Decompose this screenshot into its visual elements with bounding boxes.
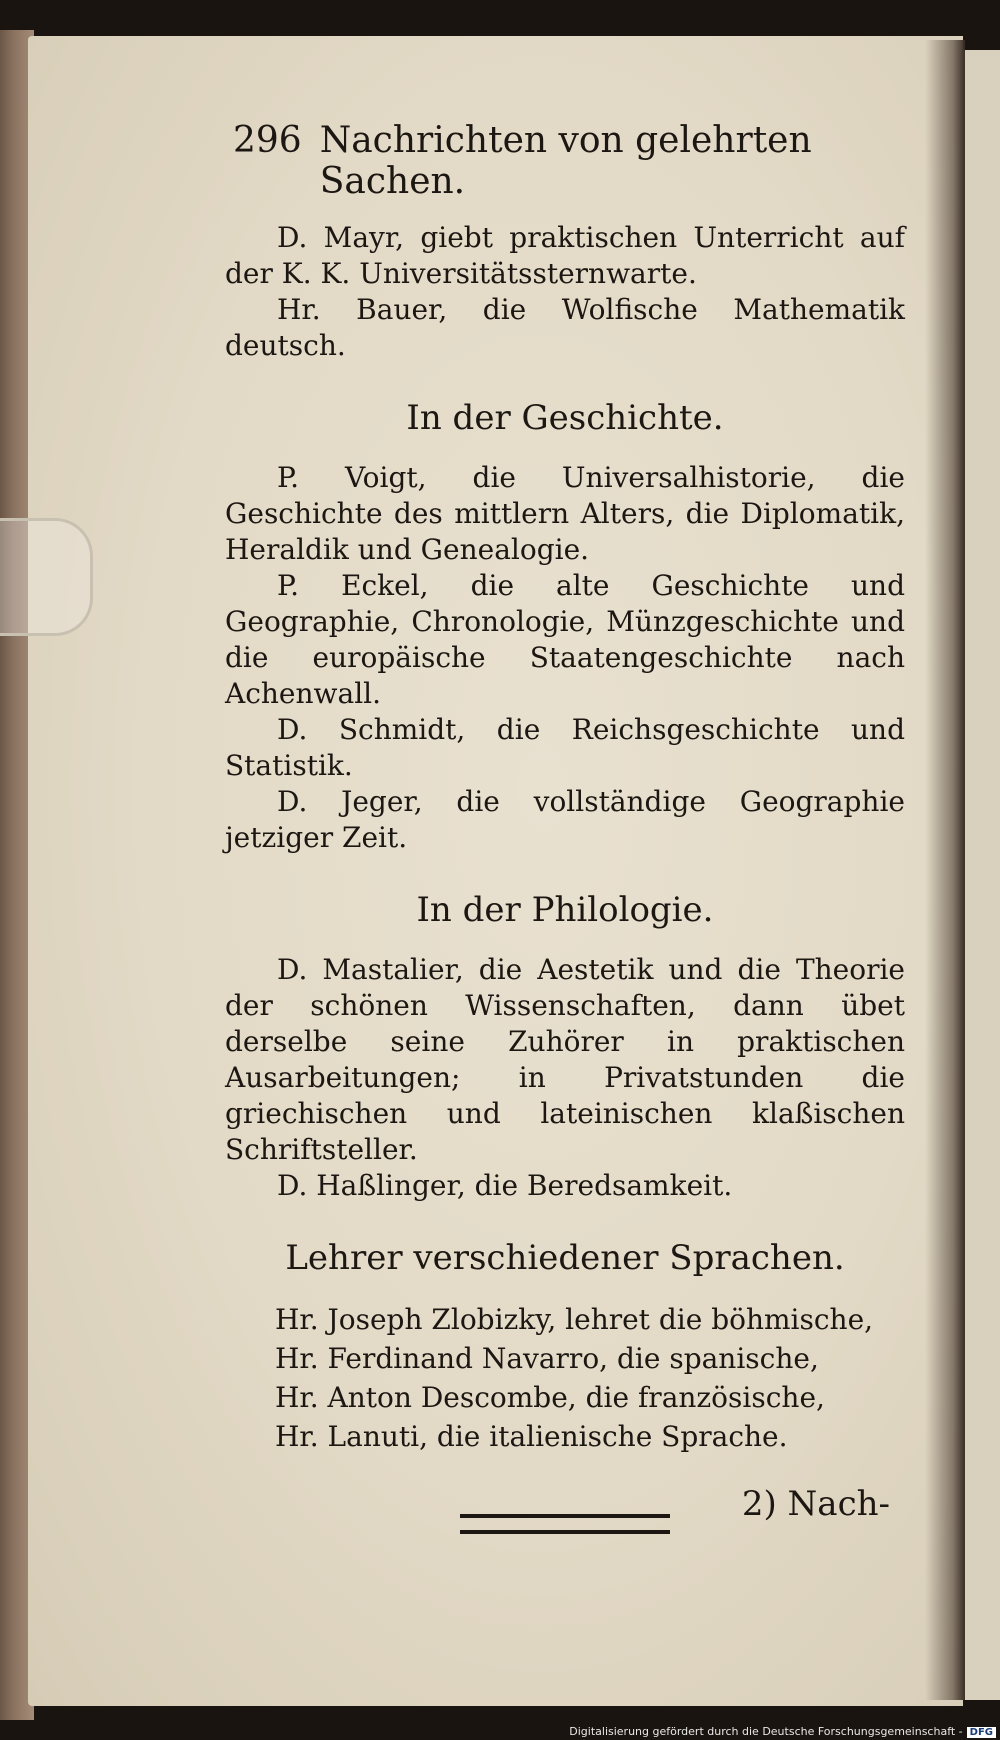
- footer-text: Digitalisierung gefördert durch die Deutsche Forschungsgemeinschaft -: [569, 1725, 963, 1738]
- page-text: [225, 120, 905, 1534]
- paragraph: P. Eckel, die alte Geschichte und Geographie, Chronologie, Münzgeschichte und die europäische Staatengeschichte nach Achenwall.: [225, 569, 905, 710]
- dfg-logo: DFG: [967, 1727, 996, 1738]
- list-item: Hr. Ferdinand Navarro, die spanische,: [275, 1342, 819, 1375]
- language-teacher-list: [275, 1300, 905, 1456]
- catchword: 2) Nach-: [741, 1484, 890, 1524]
- facing-page-edge: [960, 50, 1000, 1700]
- list-item: Hr. Lanuti, die italienische Sprache.: [275, 1420, 788, 1453]
- ornamental-rule: [460, 1514, 670, 1534]
- paragraph: D. Schmidt, die Reichsgeschichte und Statistik.: [225, 713, 905, 782]
- paragraph: D. Haßlinger, die Beredsamkeit.: [277, 1169, 733, 1202]
- paragraph: D. Mastalier, die Aestetik und die Theorie der schönen Wissenschaften, dann übet derselbe seine Zuhörer in praktischen Ausarbeitungen; in Privatstunden die griechischen und lateinischen klaßischen Schriftsteller.: [225, 953, 905, 1166]
- paragraph: D. Mayr, giebt praktischen Unterricht auf der K. K. Universitätssternwarte.: [225, 221, 905, 290]
- page-gutter: [925, 40, 965, 1700]
- paragraph: Hr. Bauer, die Wolfische Mathematik deutsch.: [225, 293, 905, 362]
- page-number: 296: [233, 120, 302, 161]
- section-heading: Lehrer verschiedener Sprachen.: [285, 1238, 845, 1278]
- digitization-footer: [0, 1725, 996, 1738]
- running-head: [233, 120, 905, 202]
- bookmark-clip: [0, 518, 93, 636]
- running-title: Nachrichten von gelehrten Sachen.: [319, 120, 812, 202]
- paragraph: P. Voigt, die Universalhistorie, die Geschichte des mittlern Alters, die Diplomatik, Heraldik und Genealogie.: [225, 461, 905, 566]
- list-item: Hr. Joseph Zlobizky, lehret die böhmische,: [275, 1303, 874, 1336]
- section-heading: In der Geschichte.: [406, 398, 724, 438]
- list-item: Hr. Anton Descombe, die französische,: [275, 1381, 825, 1414]
- section-heading: In der Philologie.: [416, 890, 714, 930]
- paragraph: D. Jeger, die vollständige Geographie jetziger Zeit.: [225, 785, 905, 854]
